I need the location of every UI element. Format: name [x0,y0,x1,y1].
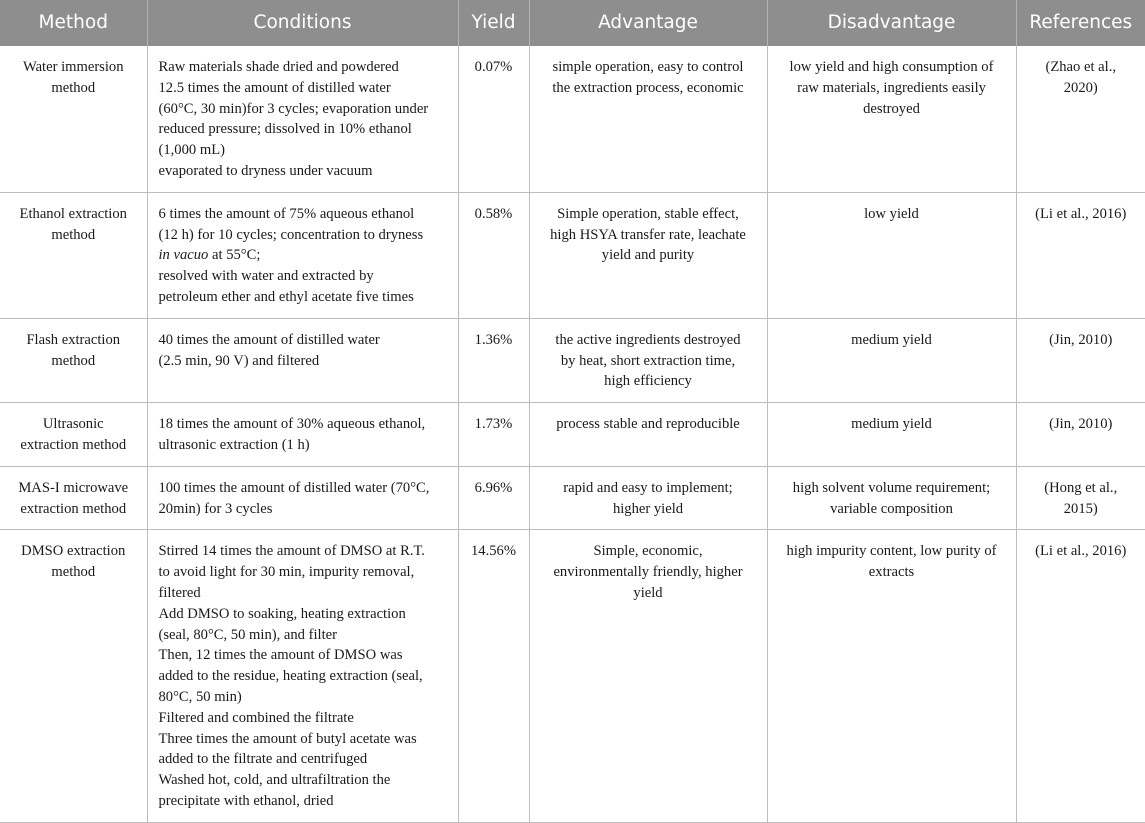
conditions-text: 6 times the amount of 75% aqueous ethanol (12 h) for 10 cycles; concentration to dryness [158,205,424,243]
header-method: Method [0,0,147,46]
conditions-text: at 55°C; resolved with water and extracted by petroleum ether and ethyl acetate five times [158,247,414,305]
disadvantage-cell: high impurity content, low purity of extracts [767,530,1016,822]
method-cell: Ethanol extraction method [0,192,147,318]
disadvantage-cell: high solvent volume requirement; variable composition [767,466,1016,530]
references-cell: (Li et al., 2016) [1016,530,1145,822]
method-cell: Water immersion method [0,46,147,192]
advantage-cell: rapid and easy to implement; higher yield [529,466,767,530]
references-cell: (Jin, 2010) [1016,318,1145,402]
header-yield: Yield [458,0,529,46]
advantage-cell: simple operation, easy to control the extraction process, economic [529,46,767,192]
advantage-cell: process stable and reproducible [529,403,767,467]
references-cell: (Zhao et al., 2020) [1016,46,1145,192]
header-references: References [1016,0,1145,46]
conditions-cell: Stirred 14 times the amount of DMSO at R.T. to avoid light for 30 min, impurity removal, filtered Add DMSO to soaking, heating extraction (seal, 80°C, 50 min), and filter Then, 12 times the amount of DMSO was added to the residue, heating extraction (seal, 80°C, 50 min) Filtered and combined the filtrate Three times the amount of butyl acetate was added to the filtrate and centrifuged Washed hot, cold, and ultrafiltration the precipitate with ethanol, dried [147,530,458,822]
method-cell: DMSO extraction method [0,530,147,822]
advantage-cell: Simple, economic, environmentally friendly, higher yield [529,530,767,822]
yield-cell: 6.96% [458,466,529,530]
yield-cell: 14.56% [458,530,529,822]
yield-cell: 1.36% [458,318,529,402]
yield-cell: 0.07% [458,46,529,192]
disadvantage-cell: low yield [767,192,1016,318]
table-row [0,466,1145,530]
disadvantage-cell: low yield and high consumption of raw materials, ingredients easily destroyed [767,46,1016,192]
yield-cell: 0.58% [458,192,529,318]
conditions-italic-text: in vacuo [158,247,209,264]
header-conditions: Conditions [147,0,458,46]
table-row [0,192,1145,318]
method-cell: Flash extraction method [0,318,147,402]
disadvantage-cell: medium yield [767,403,1016,467]
advantage-cell: Simple operation, stable effect, high HSYA transfer rate, leachate yield and purity [529,192,767,318]
table-row [0,46,1145,192]
header-disadvantage: Disadvantage [767,0,1016,46]
method-cell: Ultrasonic extraction method [0,403,147,467]
disadvantage-cell: medium yield [767,318,1016,402]
conditions-cell [147,192,458,318]
table-header-row [0,0,1145,46]
method-cell: MAS-I microwave extraction method [0,466,147,530]
references-cell: (Jin, 2010) [1016,403,1145,467]
table-row [0,403,1145,467]
table-row [0,530,1145,822]
yield-cell: 1.73% [458,403,529,467]
references-cell: (Li et al., 2016) [1016,192,1145,318]
references-cell: (Hong et al., 2015) [1016,466,1145,530]
conditions-cell: 40 times the amount of distilled water (2.5 min, 90 V) and filtered [147,318,458,402]
conditions-cell: Raw materials shade dried and powdered 12.5 times the amount of distilled water (60°C, 30 min)for 3 cycles; evaporation under reduced pressure; dissolved in 10% ethanol (1,000 mL) evaporated to dryness under vacuum [147,46,458,192]
header-advantage: Advantage [529,0,767,46]
conditions-cell: 18 times the amount of 30% aqueous ethanol, ultrasonic extraction (1 h) [147,403,458,467]
table-row [0,318,1145,402]
conditions-cell: 100 times the amount of distilled water (70°C, 20min) for 3 cycles [147,466,458,530]
advantage-cell: the active ingredients destroyed by heat, short extraction time, high efficiency [529,318,767,402]
